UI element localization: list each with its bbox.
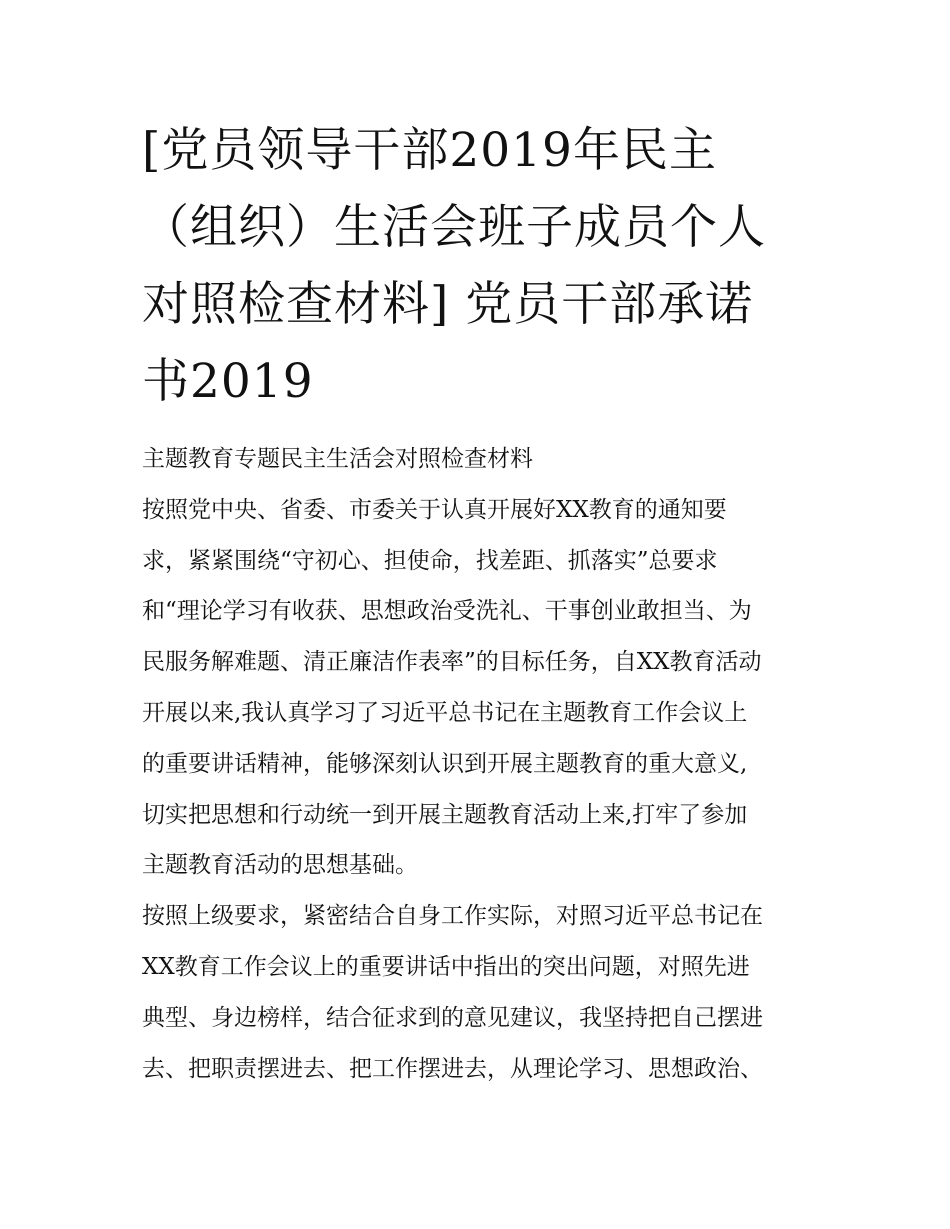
body-line: 典型、身边榜样，结合征求到的意见建议，我坚持把自己摆进: [142, 1004, 763, 1031]
title-line-3: 对照检查材料] 党员干部承诺: [142, 277, 754, 332]
body-line: 切实把思想和行动统一到开展主题教育活动上来,打牢了参加: [142, 801, 748, 828]
body-line: 的重要讲话精神，能够深刻认识到开展主题教育的重大意义,: [142, 750, 748, 777]
document-title: [142, 112, 822, 420]
body-line: 开展以来,我认真学习了习近平总书记在主题教育工作会议上: [142, 699, 748, 726]
body-line: 去、把职责摆进去、把工作摆进去，从理论学习、思想政治、: [142, 1055, 763, 1082]
title-line-4: 书2019: [142, 354, 314, 409]
body-line: XX教育工作会议上的重要讲话中指出的突出问题，对照先进: [142, 953, 750, 980]
title-line-2: （组织）生活会班子成员个人: [142, 200, 766, 255]
body-line: 按照党中央、省委、市委关于认真开展好XX教育的通知要: [142, 496, 727, 523]
body-line: 民服务解难题、清正廉洁作表率”的目标任务，自XX教育活动: [142, 649, 762, 676]
body-line: 主题教育活动的思想基础。: [142, 852, 418, 879]
body-line: 按照上级要求，紧密结合自身工作实际，对照习近平总书记在: [142, 903, 763, 930]
body-line: 求，紧紧围绕“守初心、担使命，找差距、抓落实”总要求: [142, 547, 718, 574]
body-line: 和“理论学习有收获、思想政治受洗礼、干事创业敢担当、为: [142, 598, 752, 625]
document-body: [142, 434, 832, 1094]
subheading: 主题教育专题民主生活会对照检查材料: [142, 446, 533, 472]
title-line-1: [党员领导干部2019年民主: [142, 123, 717, 178]
